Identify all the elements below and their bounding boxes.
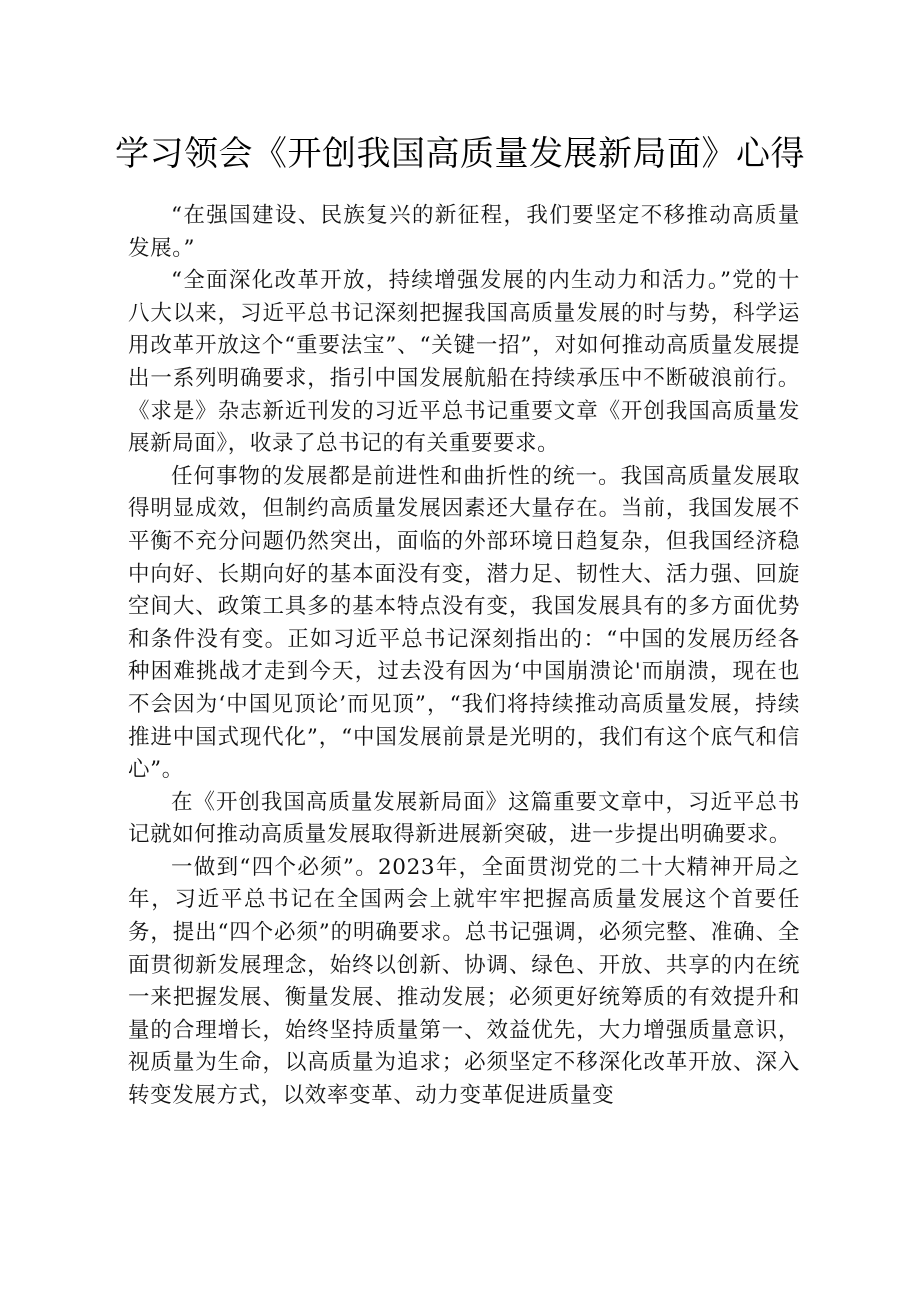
document-body — [128, 200, 800, 1113]
paragraph-development-situation: 任何事物的发展都是前进性和曲折性的统一。我国高质量发展取得明显成效，但制约高质量发展因素还大量存在。当前，我国发展不平衡不充分问题仍然突出，面临的外部环境日趋复杂，但我国经济稳中向好、长期向好的基本面没有变，潜力足、韧性大、活力强、回旋空间大、政策工具多的基本特点没有变，我国发展具有的多方面优势和条件没有变。正如习近平总书记深刻指出的：“中国的发展历经各种困难挑战才走到今天，过去没有因为‘中国崩溃论'而崩溃，现在也不会因为‘中国见顶论’而见顶”，“我们将持续推动高质量发展，持续推进中国式现代化”，“中国发展前景是光明的，我们有这个底气和信心”。 — [128, 463, 800, 783]
paragraph-article-requirements: 在《开创我国高质量发展新局面》这篇重要文章中，习近平总书记就如何推动高质量发展取得新进展新突破，进一步提出明确要求。 — [128, 789, 800, 848]
paragraph-reform-opening: “全面深化改革开放，持续增强发展的内生动力和活力。”党的十八大以来，习近平总书记深刻把握我国高质量发展的时与势，科学运用改革开放这个“重要法宝”、“关键一招”，对如何推动高质量发展提出一系列明确要求，指引中国发展航船在持续承压中不断破浪前行。《求是》杂志新近刊发的习近平总书记重要文章《开创我国高质量发展新局面》，收录了总书记的有关重要要求。 — [128, 268, 800, 457]
paragraph-four-musts: 一做到“四个必须”。2023年，全面贯沏党的二十大精神开局之年，习近平总书记在全国两会上就牢牢把握高质量发展这个首要任务，提出“四个必须”的明确要求。总书记强调，必须完整、准确、全面贯彻新发展理念，始终以创新、协调、绿色、开放、共享的内在统一来把握发展、衡量发展、推动发展；必须更好统筹质的有效提升和量的合理增长，始终坚持质量第一、效益优先，大力增强质量意识，视质量为生命，以高质量为追求；必须坚定不移深化改革开放、深入转变发展方式，以效率变革、动力变革促进质量变 — [128, 854, 800, 1109]
paragraph-quote-high-quality: “在强国建设、民族复兴的新征程，我们要坚定不移推动高质量发展。” — [128, 203, 800, 261]
document-title: 学习领会《开创我国高质量发展新局面》心得 — [115, 134, 805, 174]
